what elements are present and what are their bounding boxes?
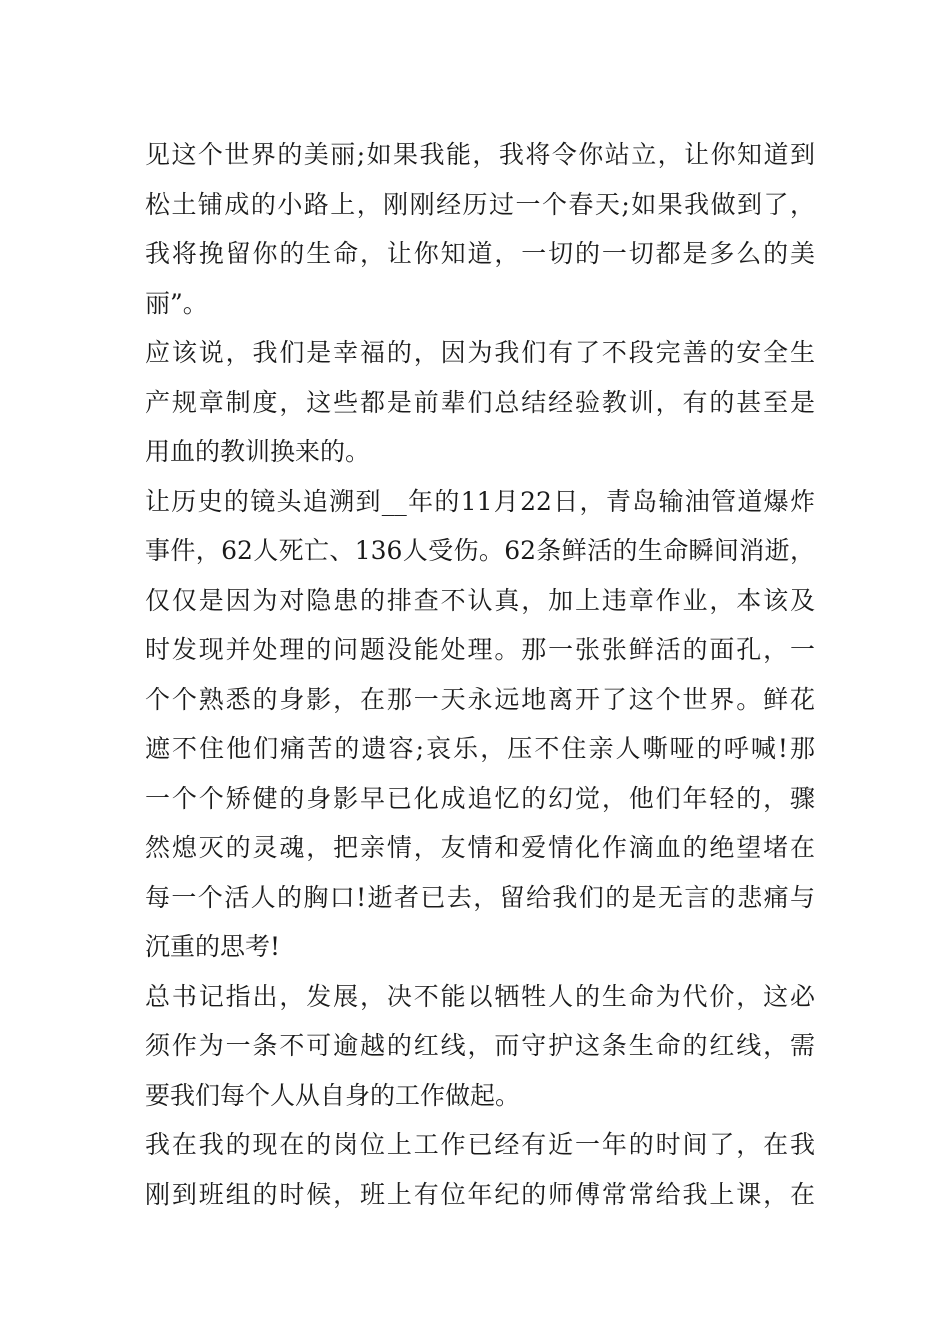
text-line: 见这个世界的美丽;如果我能，我将令你站立，让你知道到 <box>145 140 815 169</box>
text-line: 总书记指出，发展，决不能以牺牲人的生命为代价，这必 <box>145 981 815 1011</box>
paragraph-5 <box>145 1120 815 1219</box>
text-line: 一个个矫健的身影早已化成追忆的幻觉，他们年轻的，骤 <box>145 783 815 813</box>
text-line: 我在我的现在的岗位上工作已经有近一年的时间了，在我 <box>145 1130 815 1159</box>
text-line: 要我们每个人从自身的工作做起。 <box>145 1080 521 1110</box>
text-line: 刚到班组的时候，班上有位年纪的师傅常常给我上课，在 <box>145 1179 815 1209</box>
text-line: 个个熟悉的身影，在那一天永远地离开了这个世界。鲜花 <box>145 684 815 714</box>
document-body <box>145 130 815 1219</box>
text-line: 时发现并处理的问题没能处理。那一张张鲜活的面孔，一 <box>145 635 815 664</box>
text-line: 产规章制度，这些都是前辈们总结经验教训，有的甚至是 <box>145 387 815 417</box>
text-line: 松土铺成的小路上，刚刚经历过一个春天;如果我做到了， <box>145 189 815 219</box>
paragraph-2 <box>145 328 815 477</box>
text-line: 然熄灭的灵魂，把亲情，友情和爱情化作滴血的绝望堵在 <box>145 833 815 862</box>
text-line: 沉重的思考! <box>145 932 281 961</box>
text-line: 我将挽留你的生命，让你知道，一切的一切都是多么的美 <box>145 239 815 268</box>
text-line: 让历史的镜头追溯到__年的11月22日，青岛输油管道爆炸 <box>145 486 815 516</box>
text-line: 仅仅是因为对隐患的排查不认真，加上违章作业，本该及 <box>145 585 815 615</box>
text-line: 事件，62人死亡、136人受伤。62条鲜活的生命瞬间消逝， <box>145 536 815 565</box>
text-line: 丽”。 <box>145 288 208 318</box>
paragraph-1 <box>145 130 815 328</box>
text-line: 应该说，我们是幸福的，因为我们有了不段完善的安全生 <box>145 338 815 367</box>
paragraph-4 <box>145 972 815 1121</box>
text-line: 遮不住他们痛苦的遗容;哀乐，压不住亲人嘶哑的呼喊!那 <box>145 734 815 763</box>
text-line: 每一个活人的胸口!逝者已去，留给我们的是无言的悲痛与 <box>145 882 815 912</box>
paragraph-3 <box>145 477 815 972</box>
text-line: 须作为一条不可逾越的红线，而守护这条生命的红线，需 <box>145 1031 815 1060</box>
text-line: 用血的教训换来的。 <box>145 437 371 466</box>
